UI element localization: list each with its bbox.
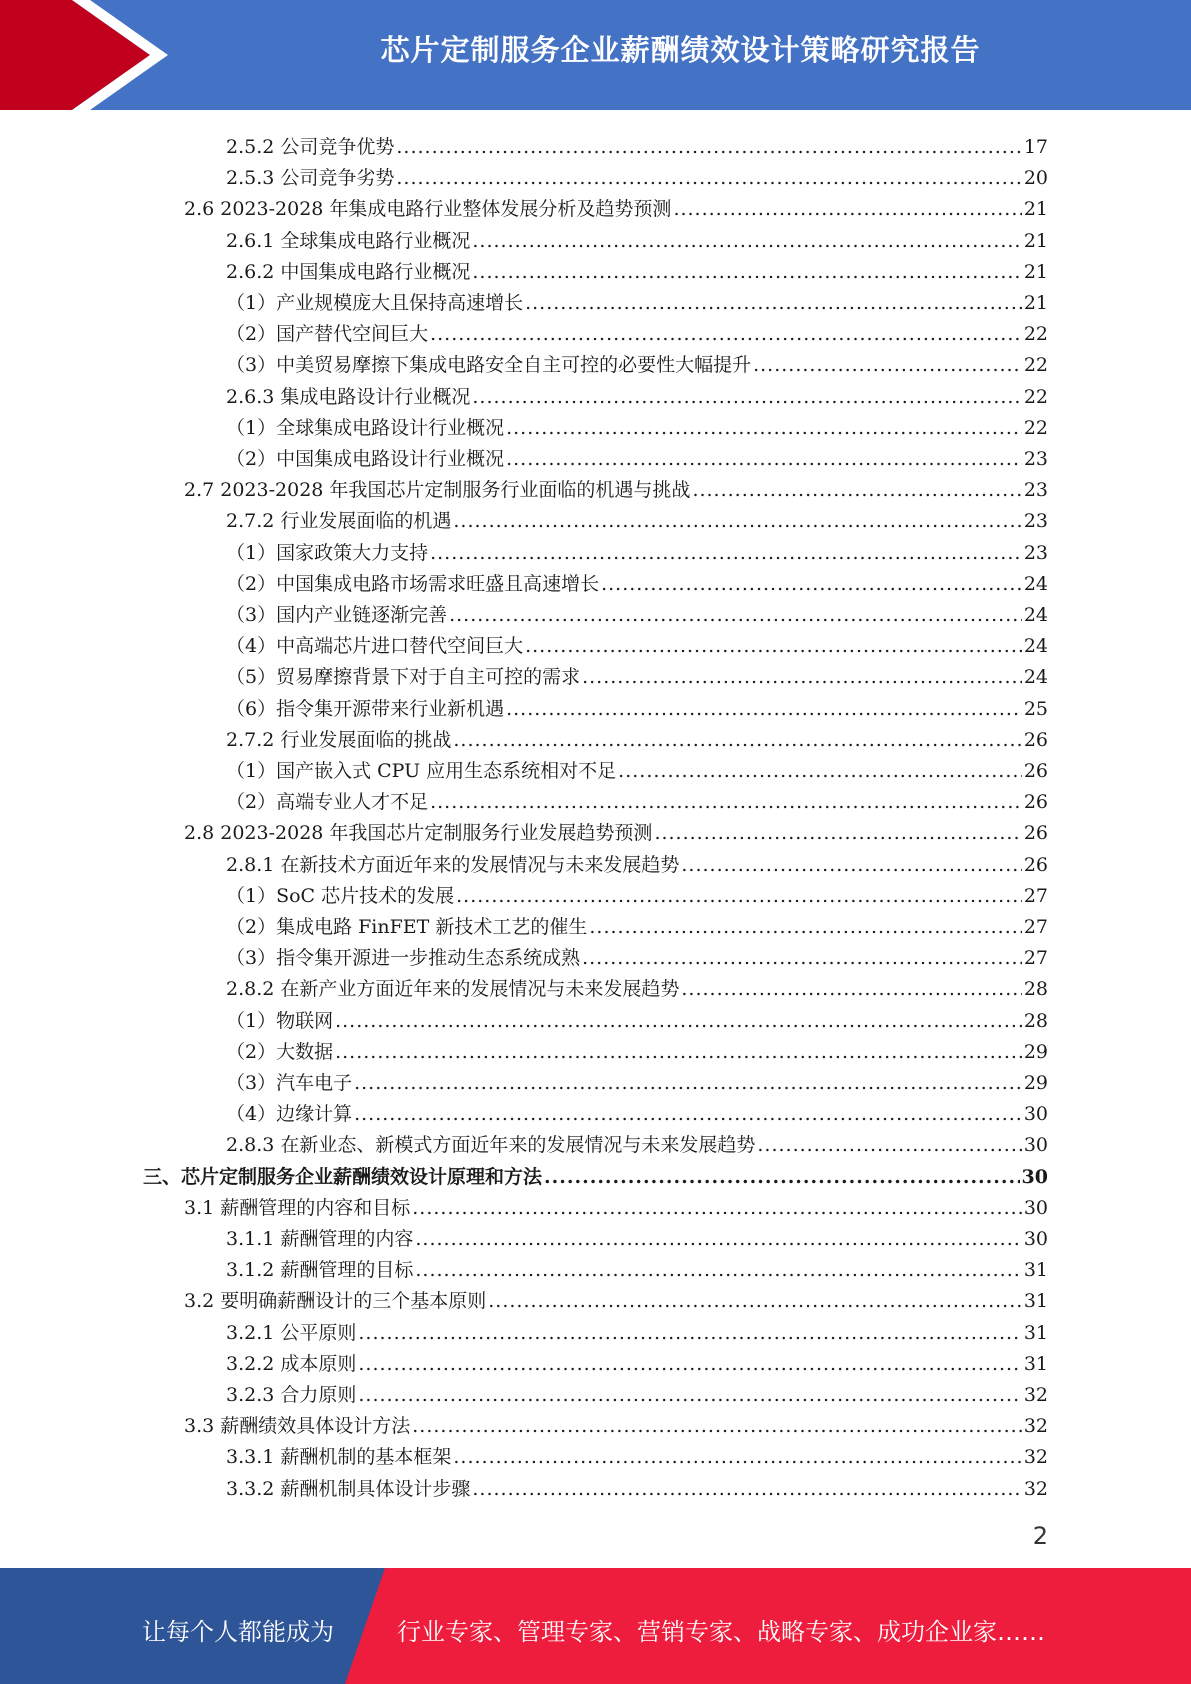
- toc-entry-title: （1）国家政策大力支持: [226, 541, 429, 564]
- toc-dot-leader: [335, 1040, 1022, 1064]
- toc-entry-title: 2.6.3 集成电路设计行业概况: [226, 385, 471, 408]
- toc-dot-leader: [692, 478, 1021, 502]
- toc-entry[interactable]: [226, 1033, 1048, 1064]
- toc-entry-title: 3.3.2 薪酬机制具体设计步骤: [226, 1477, 471, 1500]
- toc-entry[interactable]: [226, 970, 1048, 1001]
- toc-entry-title: （4）中高端芯片进口替代空间巨大: [226, 635, 524, 658]
- toc-entry-title: 2.6 2023-2028 年集成电路行业整体发展分析及趋势预测: [184, 198, 672, 221]
- toc-dot-leader: [601, 572, 1022, 596]
- toc-entry-page: 22: [1023, 385, 1048, 408]
- toc-entry[interactable]: [226, 877, 1048, 908]
- toc-entry[interactable]: [226, 596, 1048, 627]
- toc-entry-page: 30: [1023, 1228, 1048, 1250]
- toc-entry[interactable]: [226, 502, 1048, 533]
- toc-entry-page: 31: [1023, 1259, 1048, 1282]
- toc-dot-leader: [449, 603, 1022, 627]
- toc-dot-leader: [415, 1258, 1021, 1282]
- toc-dot-leader: [525, 634, 1022, 658]
- toc-dot-leader: [472, 1477, 1021, 1501]
- toc-entry-title: 3.1.1 薪酬管理的内容: [226, 1228, 414, 1250]
- toc-entry-page: 22: [1023, 416, 1048, 439]
- toc-dot-leader: [488, 1289, 1022, 1313]
- toc-entry-title: （3）指令集开源进一步推动生态系统成熟: [226, 947, 581, 970]
- toc-entry-page: 26: [1023, 791, 1048, 814]
- toc-entry-page: 31: [1023, 1290, 1048, 1313]
- toc-dot-leader: [654, 821, 1021, 845]
- toc-entry[interactable]: [226, 159, 1048, 190]
- toc-entry-title: 2.5.2 公司竞争优势: [226, 136, 395, 158]
- toc-dot-leader: [757, 1133, 1021, 1157]
- footer-slogan-left: 让每个人都能成为: [142, 1618, 334, 1646]
- toc-entry-page: 30: [1023, 1196, 1048, 1219]
- toc-dot-leader: [453, 728, 1021, 752]
- toc-entry-page: 29: [1023, 1040, 1048, 1063]
- toc-entry-page: 25: [1023, 697, 1048, 720]
- toc-entry-title: （6）指令集开源带来行业新机遇: [226, 697, 505, 720]
- toc-dot-leader: [544, 1165, 1020, 1189]
- toc-entry-page: 30: [1023, 1134, 1048, 1157]
- toc-entry-page: 32: [1023, 1477, 1048, 1500]
- toc-entry-title: （2）中国集成电路市场需求旺盛且高速增长: [226, 572, 600, 595]
- toc-entry-page: 32: [1023, 1446, 1048, 1469]
- toc-entry[interactable]: [226, 690, 1048, 721]
- toc-entry-page: 23: [1023, 479, 1048, 502]
- footer-slogan-right: 行业专家、管理专家、营销专家、战略专家、成功企业家……: [397, 1618, 1045, 1646]
- toc-dot-leader: [415, 1227, 1021, 1251]
- toc-entry-title: 3.2.2 成本原则: [226, 1352, 357, 1375]
- toc-entry[interactable]: [226, 284, 1048, 315]
- toc-dot-leader: [681, 853, 1021, 877]
- toc-entry-title: 2.7 2023-2028 年我国芯片定制服务行业面临的机遇与挑战: [184, 479, 691, 502]
- toc-entry-title: （1）SoC 芯片技术的发展: [226, 884, 455, 907]
- toc-entry[interactable]: [226, 658, 1048, 689]
- toc-entry[interactable]: [184, 1282, 1048, 1313]
- toc-dot-leader: [430, 790, 1022, 814]
- toc-dot-leader: [506, 416, 1022, 440]
- toc-entry-title: （1）全球集成电路设计行业概况: [226, 416, 505, 439]
- toc-entry-title: （2）大数据: [226, 1040, 334, 1063]
- toc-entry-page: 30: [1021, 1165, 1048, 1188]
- toc-entry-title: 3.3.1 薪酬机制的基本框架: [226, 1446, 452, 1469]
- toc-entry[interactable]: [226, 222, 1048, 253]
- toc-entry[interactable]: [143, 1158, 1048, 1189]
- toc-dot-leader: [589, 915, 1021, 939]
- toc-entry-title: （2）中国集成电路设计行业概况: [226, 448, 505, 470]
- toc-dot-leader: [673, 197, 1021, 221]
- toc-entry[interactable]: [226, 128, 1048, 159]
- toc-entry-title: （2）集成电路 FinFET 新技术工艺的催生: [226, 916, 588, 938]
- toc-entry-page: 30: [1023, 1103, 1048, 1126]
- toc-entry-title: 2.6.1 全球集成电路行业概况: [226, 229, 471, 252]
- toc-entry-page: 17: [1023, 136, 1048, 158]
- toc-entry[interactable]: [226, 908, 1048, 939]
- toc-entry-page: 21: [1023, 260, 1048, 283]
- toc-entry[interactable]: [226, 409, 1048, 440]
- toc-entry-page: 31: [1023, 1352, 1048, 1375]
- toc-dot-leader: [472, 260, 1021, 284]
- toc-dot-leader: [354, 1102, 1022, 1126]
- toc-entry-title: 2.8.1 在新技术方面近年来的发展情况与未来发展趋势: [226, 853, 680, 876]
- toc-entry-title: 3.2.1 公平原则: [226, 1321, 357, 1344]
- toc-entry-page: 29: [1023, 1072, 1048, 1094]
- page-footer: [0, 1568, 1191, 1684]
- toc-entry-title: 3.2 要明确薪酬设计的三个基本原则: [184, 1290, 487, 1313]
- toc-entry-page: 23: [1023, 541, 1048, 564]
- toc-dot-leader: [430, 541, 1022, 565]
- toc-dot-leader: [412, 1196, 1022, 1220]
- toc-entry-page: 32: [1023, 1384, 1048, 1406]
- toc-dot-leader: [354, 1071, 1022, 1095]
- toc-entry-page: 23: [1023, 448, 1048, 470]
- toc-dot-leader: [582, 946, 1022, 970]
- toc-entry-title: 2.8.2 在新产业方面近年来的发展情况与未来发展趋势: [226, 978, 680, 1001]
- toc-entry[interactable]: [226, 783, 1048, 814]
- toc-entry[interactable]: [226, 565, 1048, 596]
- toc-entry-title: （2）国产替代空间巨大: [226, 323, 429, 346]
- toc-entry-page: 28: [1023, 978, 1048, 1001]
- toc-dot-leader: [453, 1445, 1021, 1469]
- toc-entry-page: 26: [1023, 822, 1048, 845]
- toc-entry-page: 32: [1023, 1415, 1048, 1438]
- toc-entry[interactable]: [226, 1220, 1048, 1251]
- toc-entry-page: 24: [1023, 635, 1048, 658]
- toc-entry[interactable]: [226, 627, 1048, 658]
- toc-entry[interactable]: [226, 721, 1048, 752]
- toc-entry-page: 27: [1023, 916, 1048, 938]
- toc-dot-leader: [456, 884, 1022, 908]
- toc-entry[interactable]: [226, 1126, 1048, 1157]
- toc-entry[interactable]: [226, 534, 1048, 565]
- toc-entry[interactable]: [184, 814, 1048, 845]
- toc-entry-title: （3）汽车电子: [226, 1072, 353, 1094]
- toc-dot-leader: [358, 1352, 1021, 1376]
- toc-entry-page: 22: [1023, 323, 1048, 346]
- toc-dot-leader: [472, 385, 1021, 409]
- toc-entry-title: （5）贸易摩擦背景下对于自主可控的需求: [226, 666, 581, 689]
- toc-entry-page: 21: [1023, 198, 1048, 221]
- toc-entry[interactable]: [226, 1002, 1048, 1033]
- toc-entry-page: 24: [1023, 572, 1048, 595]
- toc-entry-title: （3）国内产业链逐渐完善: [226, 604, 448, 626]
- toc-entry-title: 3.1 薪酬管理的内容和目标: [184, 1196, 411, 1219]
- toc-entry[interactable]: [226, 315, 1048, 346]
- toc-entry[interactable]: [226, 1470, 1048, 1501]
- toc-entry-title: （1）国产嵌入式 CPU 应用生态系统相对不足: [226, 760, 617, 782]
- toc-entry-page: 27: [1023, 947, 1048, 970]
- toc-dot-leader: [396, 166, 1021, 190]
- toc-entry[interactable]: [226, 846, 1048, 877]
- toc-entry[interactable]: [184, 1189, 1048, 1220]
- toc-entry[interactable]: [226, 378, 1048, 409]
- page-header: [0, 0, 1191, 110]
- toc-dot-leader: [396, 135, 1021, 159]
- toc-entry[interactable]: [184, 190, 1048, 221]
- toc-entry-title: 3.2.3 合力原则: [226, 1384, 357, 1406]
- toc-entry-title: （1）产业规模庞大且保持高速增长: [226, 292, 524, 314]
- toc-entry-page: 26: [1023, 853, 1048, 876]
- toc-dot-leader: [358, 1321, 1021, 1345]
- toc-entry[interactable]: [226, 1438, 1048, 1469]
- toc-dot-leader: [506, 447, 1022, 471]
- toc-entry-page: 28: [1023, 1009, 1048, 1032]
- toc-dot-leader: [506, 697, 1022, 721]
- toc-dot-leader: [681, 977, 1021, 1001]
- toc-entry[interactable]: [226, 1095, 1048, 1126]
- toc-dot-leader: [753, 353, 1022, 377]
- toc-entry[interactable]: [184, 1407, 1048, 1438]
- toc-dot-leader: [412, 1414, 1022, 1438]
- toc-entry[interactable]: [226, 346, 1048, 377]
- toc-entry-page: 26: [1023, 760, 1048, 782]
- toc-entry[interactable]: [226, 1314, 1048, 1345]
- toc-entry[interactable]: [226, 752, 1048, 783]
- toc-entry-title: 3.1.2 薪酬管理的目标: [226, 1259, 414, 1282]
- toc-dot-leader: [525, 291, 1022, 315]
- toc-entry-page: 21: [1023, 229, 1048, 252]
- toc-entry-title: （1）物联网: [226, 1009, 334, 1032]
- toc-entry[interactable]: [226, 939, 1048, 970]
- toc-entry-title: 2.5.3 公司竞争劣势: [226, 167, 395, 190]
- page-number: 2: [1032, 1522, 1048, 1550]
- toc-entry-title: 2.7.2 行业发展面临的机遇: [226, 510, 452, 533]
- toc-entry-title: 2.7.2 行业发展面临的挑战: [226, 728, 452, 751]
- toc-entry-page: 31: [1023, 1321, 1048, 1344]
- toc-entry[interactable]: [184, 471, 1048, 502]
- toc-entry-title: 三、芯片定制服务企业薪酬绩效设计原理和方法: [143, 1165, 543, 1188]
- toc-dot-leader: [582, 665, 1022, 689]
- toc-entry-page: 27: [1023, 884, 1048, 907]
- toc-entry-page: 26: [1023, 728, 1048, 751]
- toc-dot-leader: [472, 229, 1021, 253]
- toc-entry[interactable]: [226, 1251, 1048, 1282]
- toc-entry-page: 23: [1023, 510, 1048, 533]
- toc-dot-leader: [453, 509, 1021, 533]
- toc-entry-page: 22: [1023, 354, 1048, 377]
- toc-dot-leader: [335, 1009, 1022, 1033]
- toc-entry[interactable]: [226, 1064, 1048, 1095]
- toc-dot-leader: [430, 322, 1022, 346]
- toc-entry[interactable]: [226, 1376, 1048, 1407]
- toc-entry-page: 24: [1023, 604, 1048, 626]
- toc-entry[interactable]: [226, 1345, 1048, 1376]
- toc-entry-page: 20: [1023, 167, 1048, 190]
- toc-entry-title: （2）高端专业人才不足: [226, 791, 429, 814]
- toc-entry-title: 2.8.3 在新业态、新模式方面近年来的发展情况与未来发展趋势: [226, 1134, 756, 1157]
- report-title: 芯片定制服务企业薪酬绩效设计策略研究报告: [380, 33, 981, 67]
- toc-entry-title: 2.8 2023-2028 年我国芯片定制服务行业发展趋势预测: [184, 822, 653, 845]
- toc-entry-title: （3）中美贸易摩擦下集成电路安全自主可控的必要性大幅提升: [226, 354, 752, 377]
- toc-entry-title: 2.6.2 中国集成电路行业概况: [226, 260, 471, 283]
- toc-dot-leader: [358, 1383, 1021, 1407]
- toc-entry-page: 24: [1023, 666, 1048, 689]
- toc-entry[interactable]: [226, 253, 1048, 284]
- toc-entry-title: （4）边缘计算: [226, 1103, 353, 1126]
- toc-entry-title: 3.3 薪酬绩效具体设计方法: [184, 1415, 411, 1438]
- toc-entry-page: 21: [1023, 292, 1048, 314]
- toc-dot-leader: [618, 759, 1022, 783]
- toc-entry[interactable]: [226, 440, 1048, 471]
